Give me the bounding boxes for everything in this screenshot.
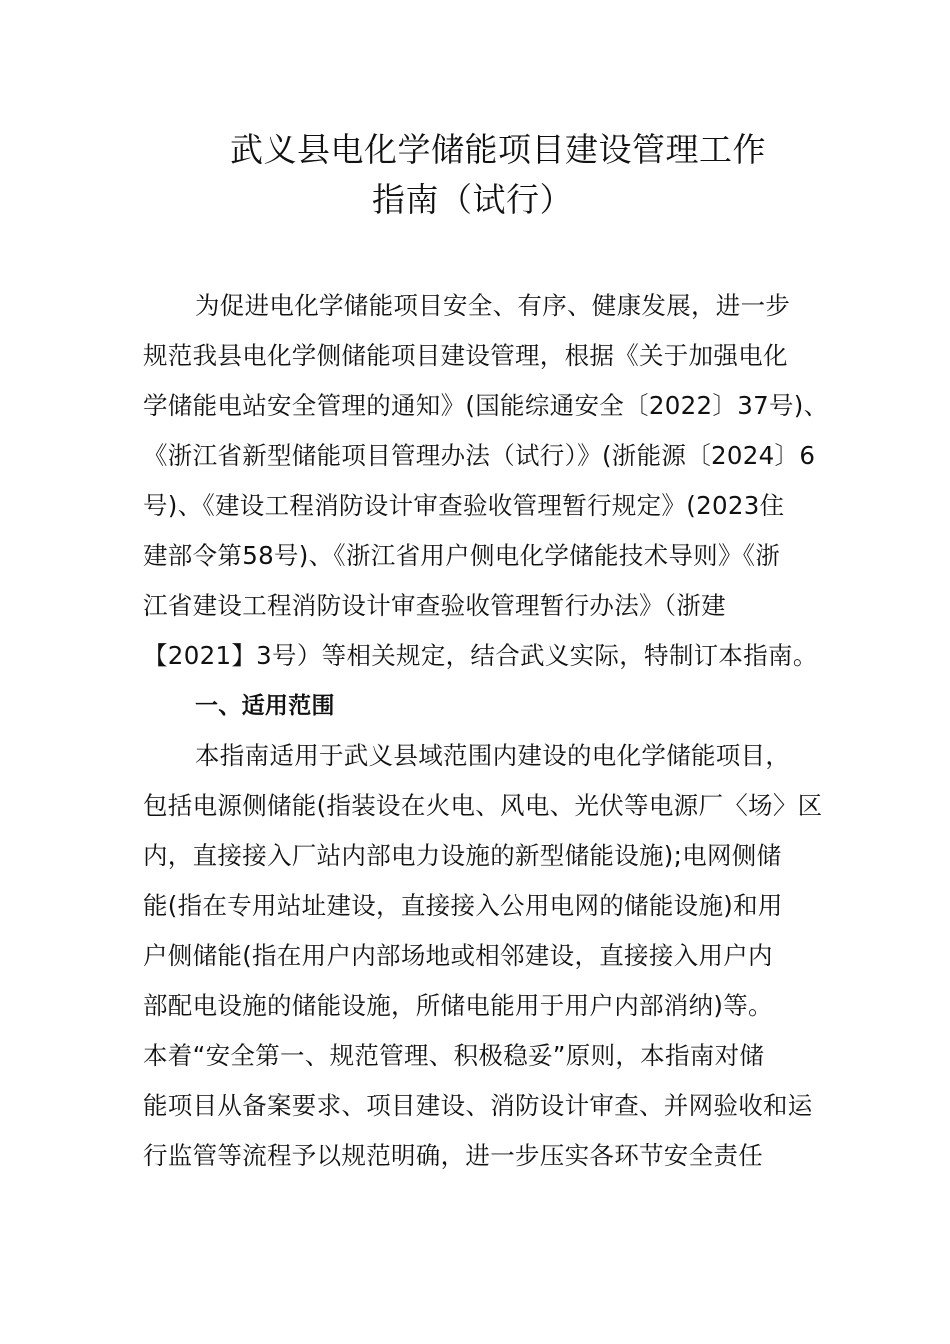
intro-line: 学储能电站安全管理的通知》(国能综通安全〔2022〕37号)、 [143,391,829,420]
intro-line: 规范我县电化学侧储能项目建设管理，根据《关于加强电化 [143,341,788,370]
section-line: 行监管等流程予以规范明确，进一步压实各环节安全责任 [143,1141,763,1170]
intro-line: 《浙江省新型储能项目管理办法（试行）》(浙能源〔2024〕6 [143,441,816,470]
section-line: 本指南适用于武义县域范围内建设的电化学储能项目， [195,741,791,770]
section-line: 部配电设施的储能设施，所储电能用于用户内部消纳)等。 [143,991,773,1020]
section-line: 户侧储能(指在用户内部场地或相邻建设，直接接入用户内 [143,941,773,970]
intro-line: 江省建设工程消防设计审查验收管理暂行办法》（浙建 [143,591,726,620]
section-line: 内，直接接入厂站内部电力设施的新型储能设施);电网侧储 [143,841,782,870]
document-title-line-2: 指南（试行） [372,180,573,219]
intro-line: 为促进电化学储能项目安全、有序、健康发展，进一步 [195,291,791,320]
document-title-line-1: 武义县电化学储能项目建设管理工作 [230,130,766,169]
section-line: 能(指在专用站址建设，直接接入公用电网的储能设施)和用 [143,891,783,920]
section-line: 能项目从备案要求、项目建设、消防设计审查、并网验收和运 [143,1091,813,1120]
intro-line: 【2021】3号）等相关规定，结合武义实际，特制订本指南。 [143,641,818,670]
section-line: 本着“安全第一、规范管理、积极稳妥”原则，本指南对储 [143,1041,765,1070]
intro-line: 建部令第58号)、《浙江省用户侧电化学储能技术导则》《浙 [143,541,781,570]
intro-line: 号)、《建设工程消防设计审查验收管理暂行规定》(2023住 [143,491,785,520]
section-heading: 一、适用范围 [195,693,335,719]
document-body [143,281,833,1181]
section-line: 包括电源侧储能(指装设在火电、风电、光伏等电源厂〈场〉区 [143,791,823,820]
